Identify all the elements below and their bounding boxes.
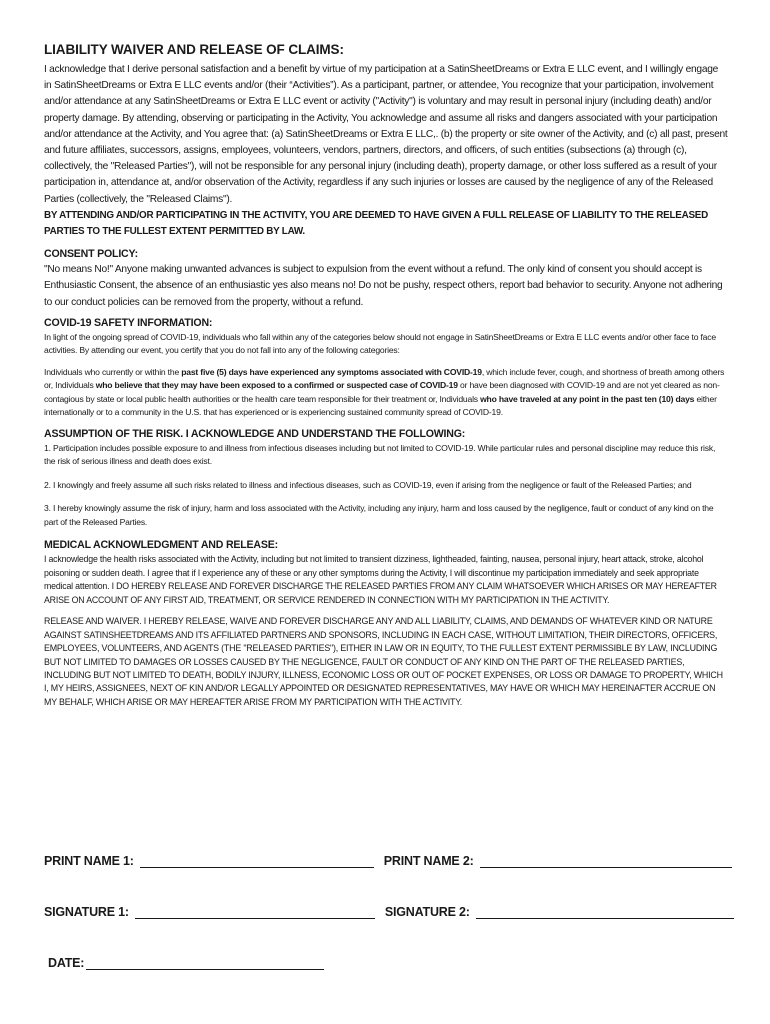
date-row [48,956,324,970]
assumption-item-1: 1. Participation includes possible exposure to and illness from infectious diseases including but not limited to COVID-19. While particular rules and personal discipline may reduce this risk, the risk of serious illness and death does exist. [44,442,716,467]
print-name-2-label: PRINT NAME 2: [383,854,474,868]
waiver-body: I acknowledge that I derive personal satisfaction and a benefit by virtue of my participation at a SatinSheetDreams or Extra E LLC event, and I willingly engage in SatinSheetDreams or Extra E LLC events and/or (their “Activities”). As a participant, partner, or attendee, You recognize that your participation, involvement and/or attendance at any SatinSheetDreams or Extra E LLC event or activity ("Activity") is voluntary and may result in personal injury (including death) and/or property damage. By attending, observing or participating in the Activity, You acknowledge and assume all risks and dangers associated with your participation and/or attendance at the Activity, and You agree that: (a) SatinSheetDreams or Extra E LLC,. (b) the property or site owner of the Activity, and (c) all past, present and future affiliates, successors, assigns, employees, volunteers, vendors, partners, directors, and officers, of such entities (subsections (a) through (c), collectively, the "Released Parties"), will not be responsible for any personal injury (including death), property damage, or other loss suffered as a result of your participation in, attendance at, and/or observation of the Activity, regardless if any such injuries or losses are caused by the negligence of any of the Released Parties (collectively, the "Released Claims"). [44,64,728,205]
date-label: DATE: [48,956,85,970]
covid-text-a: Individuals who currently or within the [44,366,182,377]
covid-text-f: who have traveled at any point in the past ten (10) days [480,393,695,404]
medical-body: I acknowledge the health risks associated with the Activity, including but not limited to transient dizziness, lightheaded, fainting, nausea, personal injury, heart attack, stroke, alcohol poisoning or sudden death. I agree that if I experience any of these or any other symptoms during the Activity, I will discontinue my participation immediately and seek appropriate medical attention. I DO HEREBY RELEASE AND FOREVER DISCHARGE THE RELEASED PARTIES FROM ANY CLAIM WHATSOEVER WHICH ARISES OR MAY HEREAFTER ARISE ON ACCOUNT OF ANY FIRST AID, TREATMENT, OR SERVICE RENDERED IN CONNECTION WITH MY PARTICIPATION IN THE ACTIVITY. [44,554,717,605]
signature-1-field[interactable] [135,917,375,919]
release-waiver-body: RELEASE AND WAIVER. I HEREBY RELEASE, WAIVE AND FOREVER DISCHARGE ANY AND ALL LIABILITY, CLAIMS, AND DEMANDS OF WHATEVER KIND OR NATURE AGAINST SATINSHEETDREAMS AND ITS AFFILIATED PARTNERS AND SPONSORS, INCLUDING IN EACH CASE, WITHOUT LIMITATION, THEIR DIRECTORS, OFFICERS, EMPLOYEES, VOLUNTEERS, AND AGENTS (THE "RELEASED PARTIES"), EITHER IN LAW OR IN EQUITY, TO THE FULLEST EXTENT PERMISSIBLE BY LAW, INCLUDING BUT NOT LIMITED TO DAMAGES OR LOSSES CAUSED BY THE NEGLIGENCE, FAULT OR CONDUCT OF ANY KIND ON THE PART OF THE RELEASED PARTIES, INCLUDING BUT NOT LIMITED TO DEATH, BODILY INJURY, ILLNESS, ECONOMIC LOSS OR OUT OF POCKET EXPENSES, OR LOSS OR DAMAGE TO PROPERTY, WHICH I, MY HEIRS, ASSIGNEES, NEXT OF KIN AND/OR LEGALLY APPOINTED OR DESIGNATED REPRESENTATIVES, MAY HAVE OR WHICH MAY HEREINAFTER ACCRUE ON MY BEHALF, WHICH ARISE OR MAY HEREAFTER ARISE FROM MY PARTICIPATION WITH THE ACTIVITY. [44,616,723,707]
print-name-1-field[interactable] [140,866,374,868]
print-name-2-field[interactable] [480,866,732,868]
medical-title: MEDICAL ACKNOWLEDGMENT AND RELEASE: [44,539,278,552]
assumption-item-2: 2. I knowingly and freely assume all such risks related to illness and infectious diseases, such as COVID-19, even if arising from the negligence or fault of the Released Parties; and [44,479,692,490]
assumption-item-3: 3. I hereby knowingly assume the risk of injury, harm and loss associated with the Activity, including any injury, harm and loss caused by the negligence, fault or conduct of any kind on the part of the Released Parties. [44,503,714,527]
signature-2-label: SIGNATURE 2: [384,905,470,919]
waiver-bold-statement: BY ATTENDING AND/OR PARTICIPATING IN THE ACTIVITY, YOU ARE DEEMED TO HAVE GIVEN A FULL RELEASE OF LIABILITY TO THE RELEASED PARTIES TO THE FULLEST EXTENT PERMITTED BY LAW. [44,209,709,238]
covid-title: COVID-19 SAFETY INFORMATION: [44,316,213,329]
waiver-title: LIABILITY WAIVER AND RELEASE OF CLAIMS: [44,42,344,57]
covid-categories [44,366,728,420]
covid-text-c: , which include fever, cough, and shortness of breath among others or, Individuals [44,366,725,391]
covid-intro: In light of the ongoing spread of COVID-19, individuals who fall within any of the categories below should not engage in SatinSheetDreams or Extra E LLC events and/or other face to face activities. By attending our event, you certify that you do not fall into any of the following categories: [44,331,716,356]
date-field[interactable] [86,968,324,970]
print-name-1-label: PRINT NAME 1: [44,854,134,868]
consent-title: CONSENT POLICY: [44,248,138,261]
covid-text-e: or have been diagnosed with COVID-19 and are not yet cleared as non-contagious by state or local public health authorities or the health care team responsible for their treatment or, Individuals [44,380,720,404]
signature-2-field[interactable] [476,917,734,919]
signature-1-label: SIGNATURE 1: [44,905,129,919]
signature-row [44,905,734,919]
covid-text-b: past five (5) days have experienced any symptoms associated with COVID-19 [181,366,482,377]
covid-text-g: either internationally or to a community in the U.S. that has experienced or is experiencing sustained community spread of COVID-19. [44,393,717,418]
consent-body: "No means No!" Anyone making unwanted advances is subject to expulsion from the event without a refund. The only kind of consent you should accept is Enthusiastic Consent, the absence of an enthusiastic yes also means no! Do not be pushy, respect others, report bad behavior to security. Anyone not adhering to our conduct policies can be removed from the property, without a refund. [44,264,723,308]
waiver-document [44,42,728,709]
covid-text-d: who believe that they may have been exposed to a confirmed or suspected case of COVID-19 [95,380,458,391]
assumption-title: ASSUMPTION OF THE RISK. I ACKNOWLEDGE AND UNDERSTAND THE FOLLOWING: [44,427,466,440]
print-name-row [44,854,732,868]
